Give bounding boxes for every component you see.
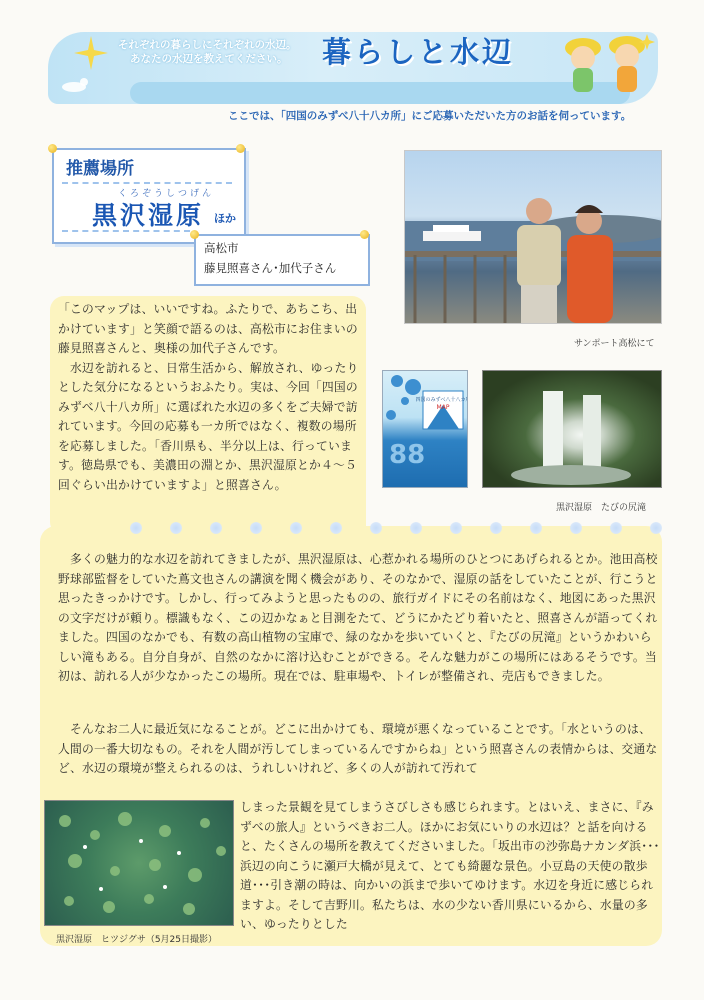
divider xyxy=(62,230,190,232)
map-cover-number: 88 xyxy=(389,440,426,470)
map-cover-image xyxy=(382,370,468,488)
pin-icon xyxy=(48,144,57,153)
map-cover-title: 四国のみずべ八十八カ所 xyxy=(415,397,467,403)
couple-photo-caption: サンポート高松にて xyxy=(574,339,655,349)
map-cover-illustration xyxy=(383,371,467,487)
water-lily-illustration xyxy=(45,801,233,925)
article-paragraph-1: 「このマップは、いいですね。ふたりで、あちこち、出かけています」と笑顔で語るのは、高松市にお住まいの藤見照喜さんと、奥様の加代子さんです。 水辺を訪れると、日常生活から、解放され、ゆったりとした気分になるというおふたり。実は、今回「四国のみずべ八十八カ所」に選ばれた水辺の多くをご夫婦で訪れています。今回の応募も一カ所ではなく、複数の場所を応募しました。「香川県も、半分以上は、行っています。徳島県でも、美濃田の淵とか、黒沢湿原とか４～５回ぐらい出かけていますよ」と照喜さん。 xyxy=(58,302,359,492)
interviewee-info xyxy=(204,238,336,278)
divider xyxy=(62,182,232,184)
pin-icon xyxy=(190,230,199,239)
article-paragraph-4: しまった景観を見てしまうさびしさも感じられます。とはいえ、まさに、『みずべの旅人』というべきお二人。ほかにお気にいりの水辺は？と話を向けると、たくさんの場所を教えてくださいました。「坂出市の沙弥島ナカンダ浜･･･浜辺の向こうに瀬戸大橋が見えて、とても綺麗な景色。小豆島の天使の散歩道･･･引き潮の時は、向かいの浜まで歩いてゆけます。水辺を身近に感じられますよ。そして吉野川。私たちは、水の少ない香川県にいるから、水量の多い、ゆったりとした xyxy=(240,800,660,931)
interviewee-city: 高松市 xyxy=(204,241,239,255)
water-lily-caption: 黒沢湿原 ヒツジグサ（5月25日撮影） xyxy=(56,935,217,945)
article-paragraph-2: 多くの魅力的な水辺を訪れてきましたが、黒沢湿原は、心惹かれる場所のひとつにあげられるとか。池田高校野球部監督をしていた蔦文也さんの講演を聞く機会があり、そのなかで、湿原の話をしていたことが、行こうと思ったきっかけです。しかし、行ってみようと思ったものの、旅行ガイドにその名前はなく、地図にあった黒沢の文字だけが頼り。標識もなく、この辺かなぁと目測をたて、どうにかたどり着いたと、照喜さんが語ってくれました。四国のなかでも、有数の高山植物の宝庫で、緑のなかを歩いていくと、『たびの尻滝』というかわいらしい滝もある。自分自身が、自然のなかに溶け込むことができる。そんな魅力がこの場所にはあるそうです。当初は、訪れる人が少なかったこの場所。現在では、駐車場や、トイレが整備され、売店もできました。 xyxy=(58,552,658,683)
couple-photo-illustration xyxy=(405,151,661,323)
waterfall-caption: 黒沢湿原 たびの尻滝 xyxy=(556,503,647,513)
header-intro: ここでは、「四国のみずべ八十八カ所」にご応募いただいた方のお話を伺っています。 xyxy=(228,110,632,122)
recommendation-label: 推薦場所 xyxy=(66,159,134,179)
children-illustration-icon xyxy=(555,30,655,98)
bird-icon xyxy=(60,74,90,94)
article-paragraph-3: そんなお二人に最近気になることが。どこに出かけても、環境が悪くなっていることです。「水というのは、人間の一番大切なもの。それを人間が汚してしまっているんですからね」という照喜さんの表情からは、交通など、水辺の環境が整えられるのは、うれしいけれど、多くの人が訪れて汚れて xyxy=(58,722,658,775)
place-name: 黒沢湿原 xyxy=(92,201,205,230)
place-name-reading: くろぞうしつげん xyxy=(118,189,215,199)
interviewee-names: 藤見照喜さん･加代子さん xyxy=(204,261,337,275)
waterfall-illustration xyxy=(483,371,661,487)
couple-photo xyxy=(404,150,662,324)
place-name-suffix: ほか xyxy=(214,212,236,225)
subtitle-line-1: それぞれの暮らしにそれぞれの水辺。 xyxy=(118,39,297,51)
dot-divider xyxy=(130,522,690,538)
sparkle-icon xyxy=(74,36,108,70)
waterfall-photo xyxy=(482,370,662,488)
map-cover-sub: MAP xyxy=(436,404,450,411)
pin-icon xyxy=(236,144,245,153)
pin-icon xyxy=(360,230,369,239)
water-lily-photo xyxy=(44,800,234,926)
subtitle-line-2: あなたの水辺を教えてください。 xyxy=(130,53,288,65)
page-title: 暮らしと水辺 xyxy=(322,35,515,69)
